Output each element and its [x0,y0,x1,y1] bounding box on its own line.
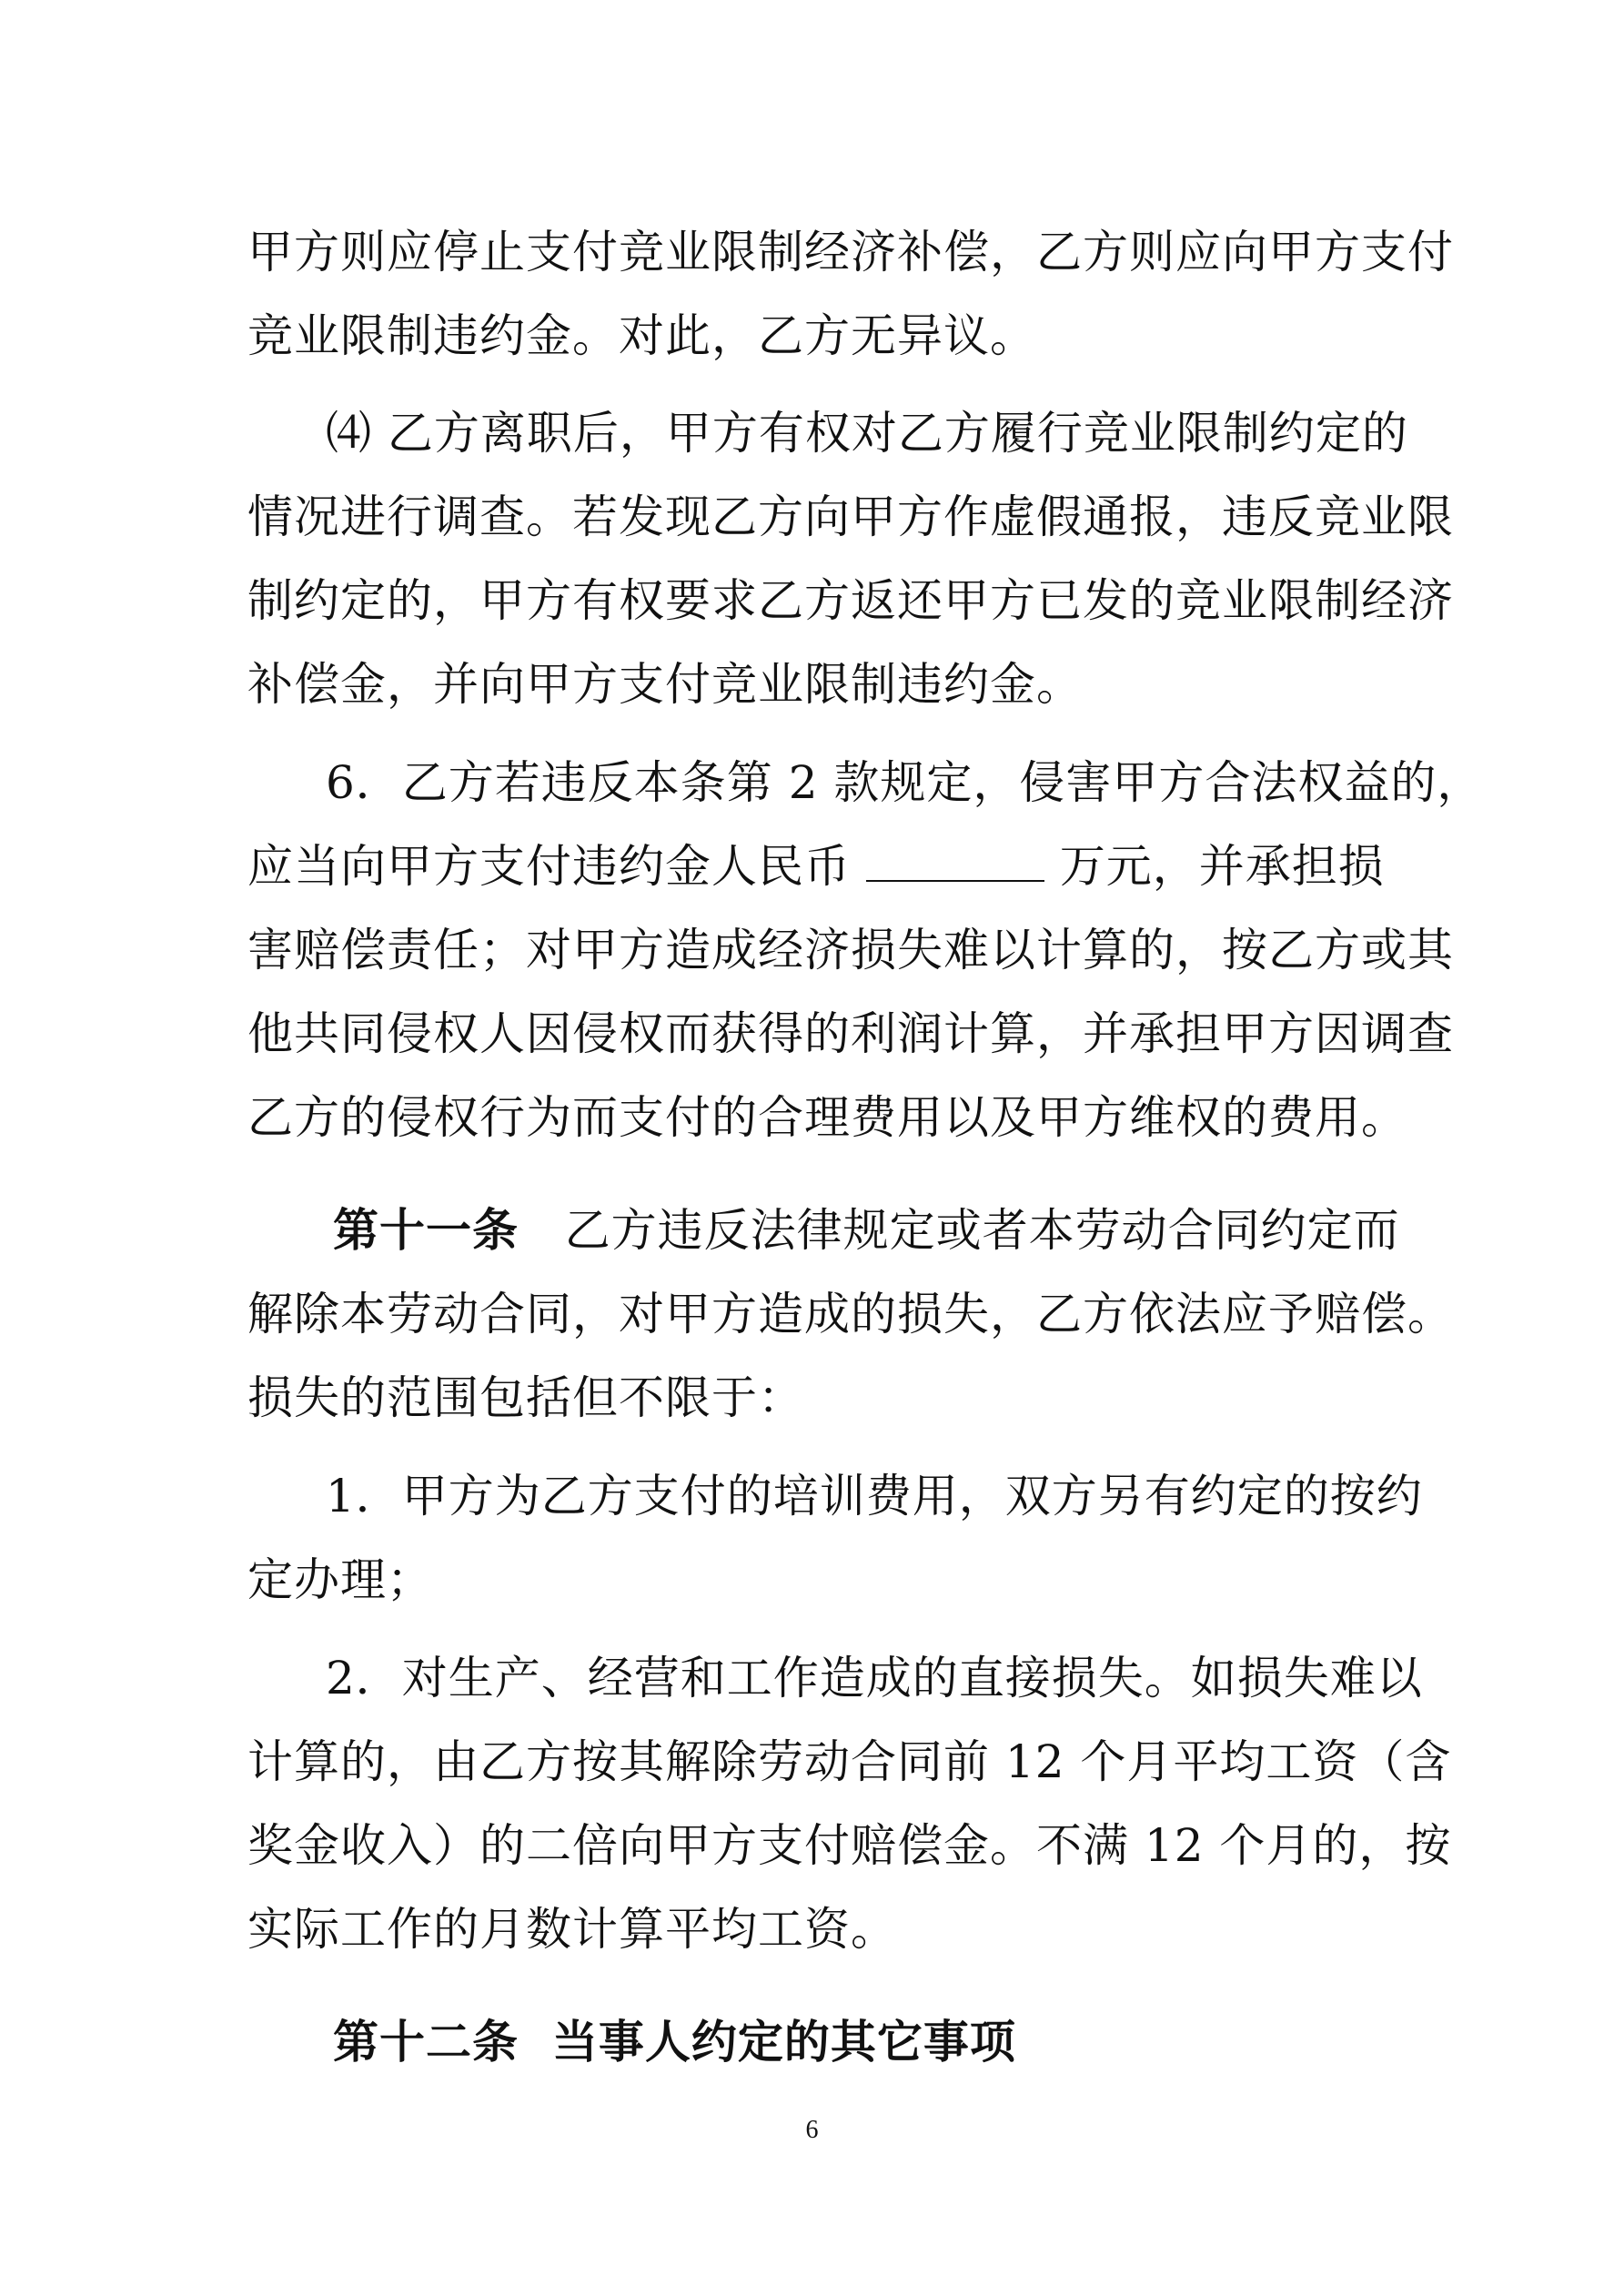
text-segment: 应当向甲方支付违约金人民币 [247,840,866,893]
text-segment: 乙方违反法律规定或者本劳动合同约定而 [519,1204,1400,1257]
paragraph-line: 计算的，由乙方按其解除劳动合同前 12 个月平均工资（含 [247,1735,1452,1788]
paragraph-line: 情况进行调查。若发现乙方向甲方作虚假通报，违反竞业限 [247,491,1454,543]
text-segment: 万元，并承担损 [1044,840,1385,893]
article-heading: 第十一条 [333,1204,519,1257]
article-line [333,2015,1016,2069]
paragraph-line: 1．甲方为乙方支付的培训费用，双方另有约定的按约 [326,1470,1423,1522]
amount-blank [866,845,1044,882]
paragraph-line: 害赔偿责任；对甲方造成经济损失难以计算的，按乙方或其 [247,924,1454,976]
paragraph-line: 奖金收入）的二倍向甲方支付赔偿金。不满 12 个月的，按 [247,1819,1452,1872]
article-line [333,1203,1400,1258]
paragraph-line: 解除本劳动合同，对甲方造成的损失，乙方依法应予赔偿。 [247,1288,1454,1340]
paragraph-line: 制约定的，甲方有权要求乙方返还甲方已发的竞业限制经济 [247,574,1454,627]
article-heading: 第十二条 [333,2016,519,2068]
paragraph-line [247,839,1385,894]
paragraph-line: 实际工作的月数计算平均工资。 [247,1903,897,1956]
paragraph-line: 2．对生产、经营和工作造成的直接损失。如损失难以 [326,1652,1423,1704]
paragraph-line: 甲方则应停止支付竞业限制经济补偿，乙方则应向甲方支付 [247,226,1454,278]
article-title: 当事人约定的其它事项 [519,2016,1016,2068]
paragraph-line: 他共同侵权人因侵权而获得的利润计算，并承担甲方因调查 [247,1007,1454,1060]
paragraph-line: 乙方的侵权行为而支付的合理费用以及甲方维权的费用。 [247,1091,1407,1144]
page-number: 6 [805,2116,819,2144]
paragraph-line: 补偿金，并向甲方支付竞业限制违约金。 [247,658,1083,711]
paragraph-line: 定办理； [247,1553,433,1606]
paragraph-line: ⑷ 乙方离职后，甲方有权对乙方履行竞业限制约定的 [326,407,1408,460]
paragraph-line: 6．乙方若违反本条第 2 款规定，侵害甲方合法权益的， [326,756,1484,809]
paragraph-line: 损失的范围包括但不限于： [247,1371,804,1424]
paragraph-line: 竞业限制违约金。对此，乙方无异议。 [247,309,1036,362]
